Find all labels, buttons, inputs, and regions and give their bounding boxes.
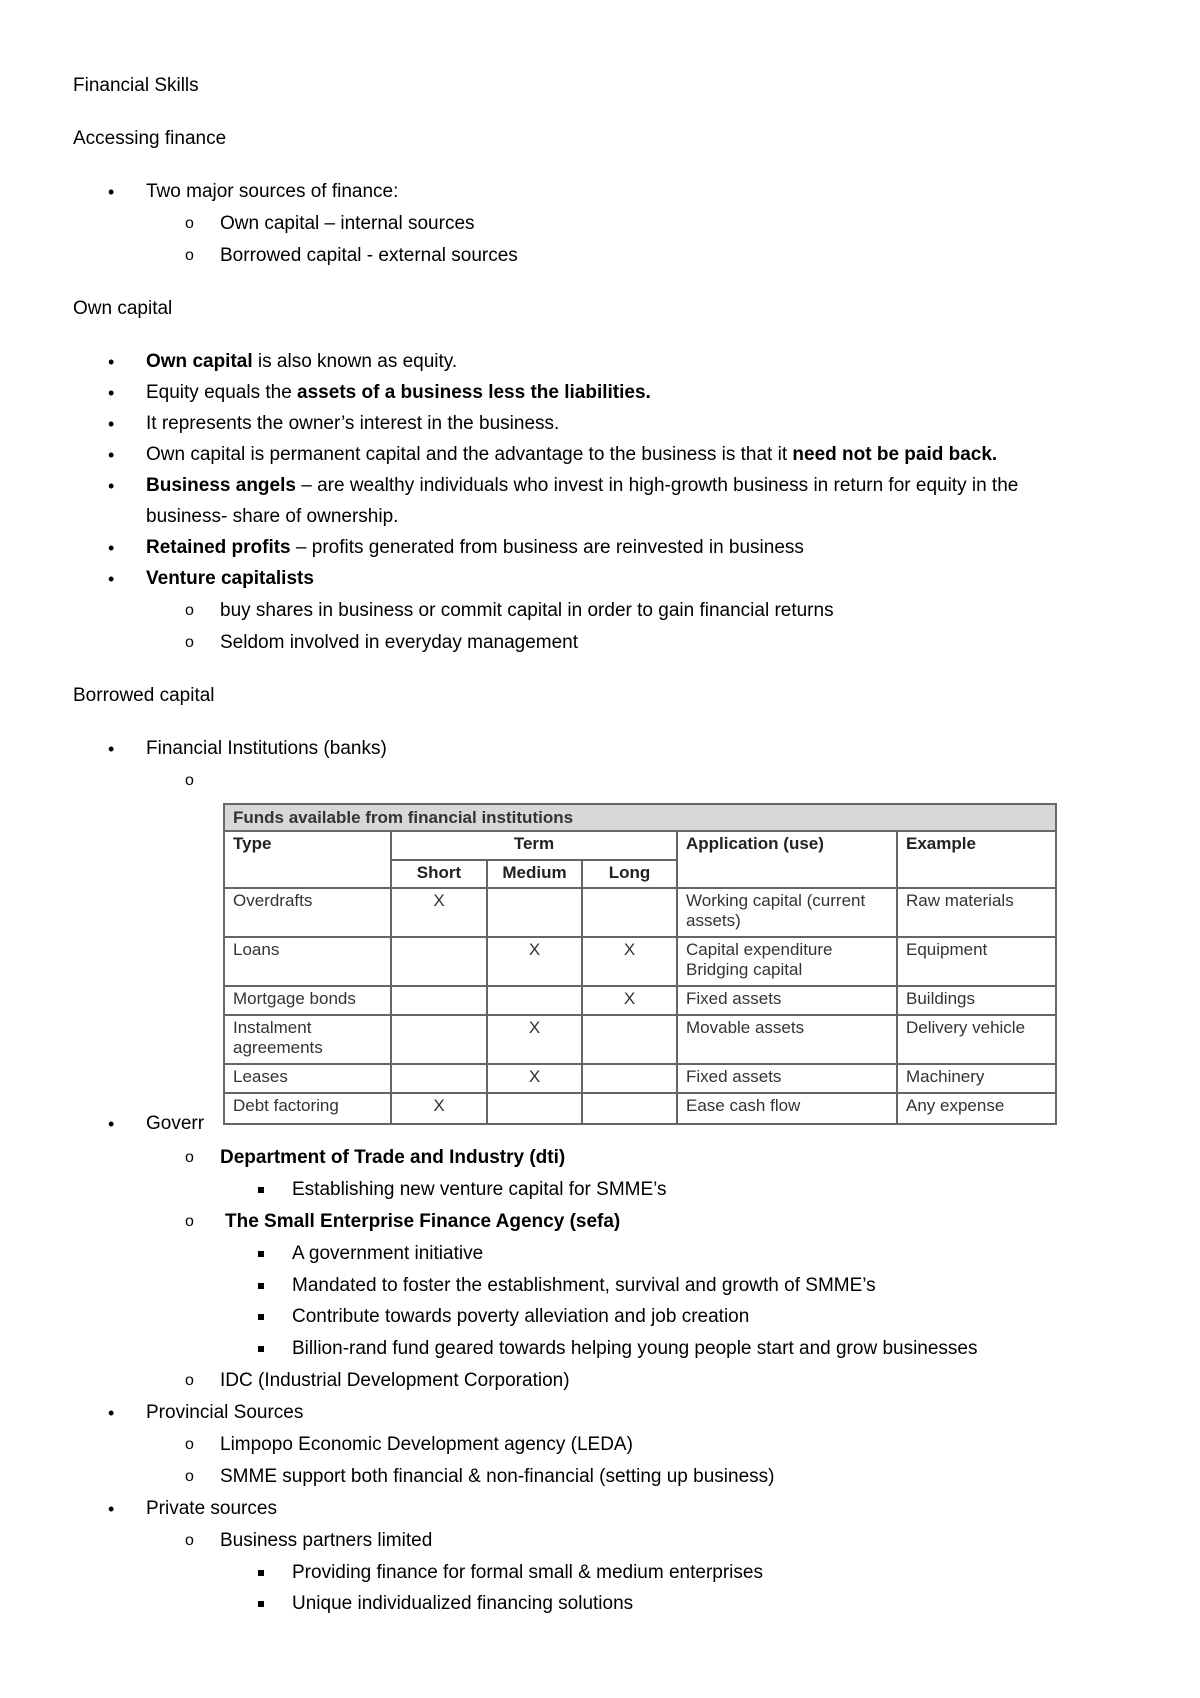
cell-long: X <box>583 987 678 1016</box>
header-application: Application (use) <box>678 832 898 889</box>
list-item: Goverr <box>146 1113 205 1134</box>
square-bullet-icon <box>258 1251 264 1257</box>
cell-example: Buildings <box>898 987 1055 1016</box>
square-bullet-icon <box>258 1570 264 1576</box>
cell-type: Overdrafts <box>225 889 392 938</box>
bullet-icon: • <box>108 182 115 202</box>
cell-application: Ease cash flow <box>678 1094 898 1123</box>
header-term: Term <box>392 832 678 861</box>
cell-example: Machinery <box>898 1065 1055 1094</box>
list-item: Own capital is also known as equity. <box>146 351 458 372</box>
list-item: SMME support both financial & non-financial (setting up business) <box>220 1466 775 1487</box>
list-item: Business partners limited <box>220 1530 433 1551</box>
square-bullet-icon <box>258 1601 264 1607</box>
list-item: Department of Trade and Industry (dti) <box>220 1147 566 1168</box>
header-type: Type <box>225 832 392 889</box>
bullet-icon: • <box>108 1499 115 1519</box>
list-item: Equity equals the assets of a business less the liabilities. <box>146 382 651 403</box>
list-item: Unique individualized financing solutions <box>292 1593 634 1614</box>
list-item: Limpopo Economic Development agency (LEDA) <box>220 1434 633 1455</box>
bullet-icon: • <box>108 739 115 759</box>
cell-long <box>583 1016 678 1065</box>
cell-application: Fixed assets <box>678 1065 898 1094</box>
header-long: Long <box>583 861 678 889</box>
cell-long <box>583 1065 678 1094</box>
cell-application: Capital expenditure Bridging capital <box>678 938 898 987</box>
header-short: Short <box>392 861 488 889</box>
cell-short <box>392 987 488 1016</box>
list-item: Financial Institutions (banks) <box>146 738 387 759</box>
circle-bullet-icon: o <box>185 1436 194 1453</box>
list-item: Seldom involved in everyday management <box>220 632 579 653</box>
cell-type: Mortgage bonds <box>225 987 392 1016</box>
cell-example: Equipment <box>898 938 1055 987</box>
bullet-icon: • <box>108 1403 115 1423</box>
square-bullet-icon <box>258 1283 264 1289</box>
list-item: Own capital is permanent capital and the advantage to the business is that it need not be paid back. <box>146 444 998 465</box>
list-item: Mandated to foster the establishment, survival and growth of SMME’s <box>292 1275 876 1296</box>
square-bullet-icon <box>258 1346 264 1352</box>
list-item: Billion-rand fund geared towards helping young people start and grow businesses <box>292 1338 978 1359</box>
list-item: The Small Enterprise Finance Agency (sefa) <box>225 1211 621 1232</box>
circle-bullet-icon: o <box>185 247 194 264</box>
section-heading-accessing-finance: Accessing finance <box>73 128 227 149</box>
circle-bullet-icon: o <box>185 634 194 651</box>
cell-application: Movable assets <box>678 1016 898 1065</box>
section-heading-own-capital: Own capital <box>73 298 173 319</box>
cell-medium: X <box>488 1016 583 1065</box>
list-item: A government initiative <box>292 1243 484 1264</box>
list-item: Establishing new venture capital for SMME’s <box>292 1179 667 1200</box>
list-item: Business angels – are wealthy individuals who invest in high-growth business in return for equity in the <box>146 475 1019 496</box>
cell-medium <box>488 889 583 938</box>
bullet-icon: • <box>108 569 115 589</box>
bullet-icon: • <box>108 538 115 558</box>
cell-medium <box>488 987 583 1016</box>
bullet-icon: • <box>108 383 115 403</box>
bullet-icon: • <box>108 1114 115 1134</box>
list-item: It represents the owner’s interest in the business. <box>146 413 560 434</box>
cell-example: Raw materials <box>898 889 1055 938</box>
bullet-icon: • <box>108 352 115 372</box>
cell-application: Fixed assets <box>678 987 898 1016</box>
cell-type: Loans <box>225 938 392 987</box>
list-item: Providing finance for formal small & medium enterprises <box>292 1562 763 1583</box>
cell-example: Delivery vehicle <box>898 1016 1055 1065</box>
list-item: Provincial Sources <box>146 1402 304 1423</box>
cell-short <box>392 1065 488 1094</box>
bullet-icon: • <box>108 445 115 465</box>
list-item: Two major sources of finance: <box>146 181 399 202</box>
cell-medium: X <box>488 938 583 987</box>
square-bullet-icon <box>258 1314 264 1320</box>
cell-long <box>583 889 678 938</box>
circle-bullet-icon: o <box>185 1372 194 1389</box>
circle-bullet-icon: o <box>185 1149 194 1166</box>
circle-bullet-icon: o <box>185 602 194 619</box>
cell-short: X <box>392 889 488 938</box>
cell-long <box>583 1094 678 1123</box>
cell-type: Instalment agreements <box>225 1016 392 1065</box>
cell-type: Debt factoring <box>225 1094 392 1123</box>
cell-long: X <box>583 938 678 987</box>
list-item: IDC (Industrial Development Corporation) <box>220 1370 570 1391</box>
page-title: Financial Skills <box>73 75 199 96</box>
cell-example: Any expense <box>906 1096 1005 1115</box>
funds-table <box>223 803 1057 1125</box>
circle-bullet-icon: o <box>185 215 194 232</box>
list-item: buy shares in business or commit capital in order to gain financial returns <box>220 600 834 621</box>
circle-bullet-icon: o <box>185 1532 194 1549</box>
cell-medium <box>488 1094 583 1123</box>
circle-bullet-icon: o <box>185 772 194 789</box>
cell-application: Working capital (current assets) <box>678 889 898 938</box>
circle-bullet-icon: o <box>185 1213 194 1230</box>
bullet-icon: • <box>108 476 115 496</box>
list-item: Venture capitalists <box>146 568 314 589</box>
table-caption: Funds available from financial institutions <box>225 805 1055 832</box>
square-bullet-icon <box>258 1187 264 1193</box>
section-heading-borrowed-capital: Borrowed capital <box>73 685 215 706</box>
header-example: Example <box>898 832 1055 889</box>
cell-short: X <box>392 1094 488 1123</box>
list-item: Borrowed capital - external sources <box>220 245 518 266</box>
bullet-icon: • <box>108 414 115 434</box>
list-item: Contribute towards poverty alleviation and job creation <box>292 1306 750 1327</box>
list-item: Own capital – internal sources <box>220 213 475 234</box>
list-item: Retained profits – profits generated from business are reinvested in business <box>146 537 804 558</box>
cell-short <box>392 938 488 987</box>
cell-short <box>392 1016 488 1065</box>
list-item-continuation: business- share of ownership. <box>146 506 399 527</box>
header-medium: Medium <box>488 861 583 889</box>
cell-medium: X <box>488 1065 583 1094</box>
list-item: Private sources <box>146 1498 277 1519</box>
cell-type: Leases <box>225 1065 392 1094</box>
circle-bullet-icon: o <box>185 1468 194 1485</box>
